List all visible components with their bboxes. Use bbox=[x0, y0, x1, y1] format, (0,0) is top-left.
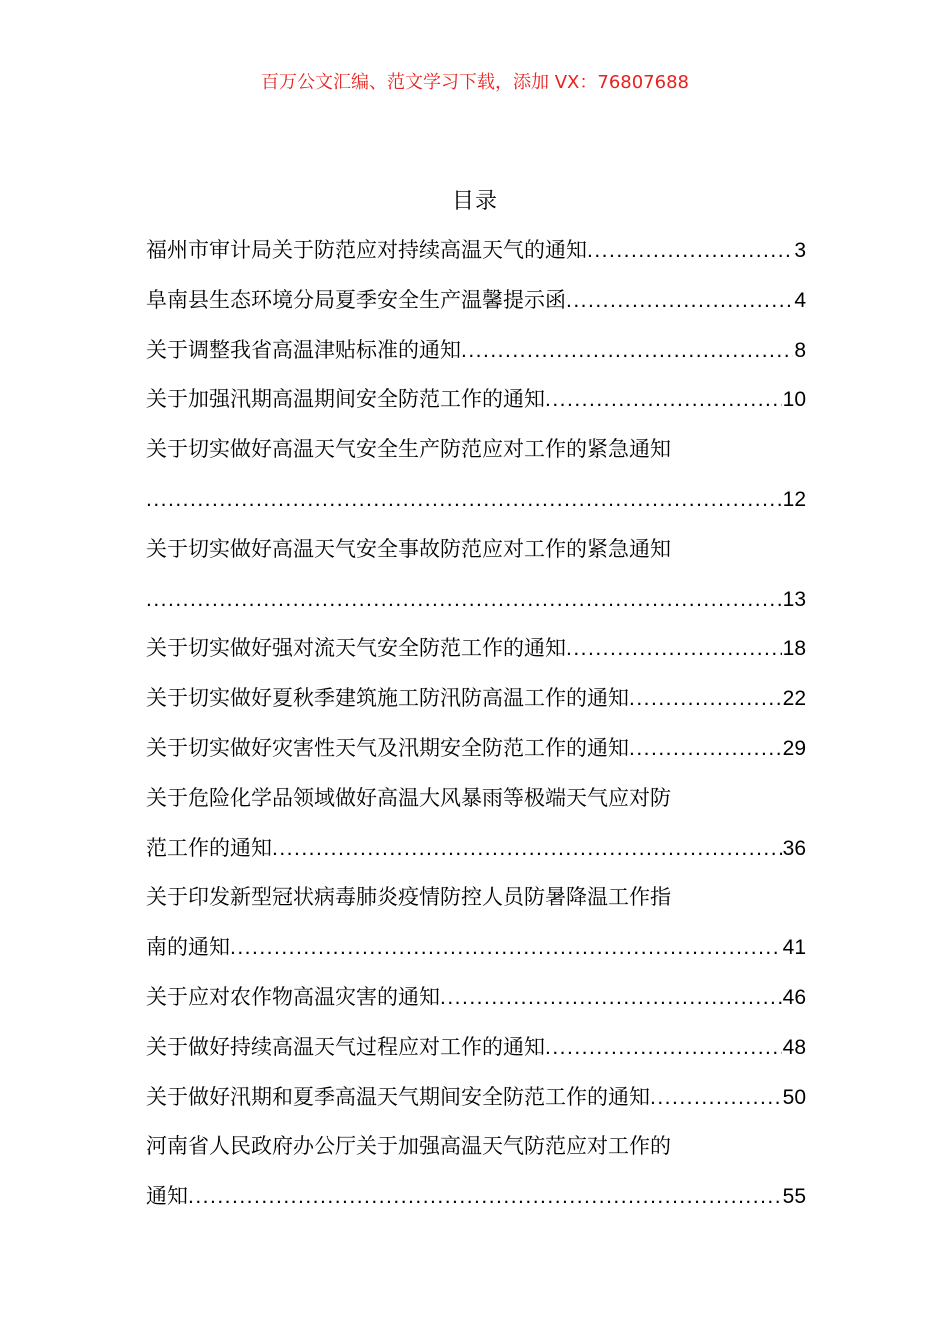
toc-entry-row bbox=[146, 475, 806, 525]
toc-entry-title-line: 关于切实做好高温天气安全事故防范应对工作的紧急通知 bbox=[146, 536, 671, 561]
toc-entry-title: 关于加强汛期高温期间安全防范工作的通知 bbox=[146, 387, 545, 412]
toc-entry-title: 关于切实做好夏秋季建筑施工防汛防高温工作的通知 bbox=[146, 686, 629, 711]
toc-entry-row bbox=[146, 824, 806, 874]
toc-dot-leader bbox=[146, 475, 782, 525]
toc-entry-row bbox=[146, 724, 806, 774]
toc-entry-row bbox=[146, 375, 806, 425]
toc-page-number: 13 bbox=[782, 587, 806, 611]
toc-dot-leader bbox=[440, 973, 782, 1023]
toc-page-number: 36 bbox=[782, 836, 806, 860]
toc-entry-row bbox=[146, 1073, 806, 1123]
toc-page-number: 55 bbox=[782, 1185, 806, 1209]
toc-dot-leader bbox=[188, 1172, 782, 1222]
toc-page-number: 8 bbox=[794, 338, 806, 362]
toc-page-number: 4 bbox=[794, 288, 806, 312]
toc-entry-title: 关于切实做好强对流天气安全防范工作的通知 bbox=[146, 636, 566, 661]
toc-entry-row bbox=[146, 1023, 806, 1073]
toc-title: 目录 bbox=[451, 189, 498, 214]
toc-entry[interactable] bbox=[146, 425, 806, 525]
toc-entry-title: 范工作的通知 bbox=[146, 835, 272, 860]
toc-entry-title-line: 关于印发新型冠状病毒肺炎疫情防控人员防暑降温工作指 bbox=[146, 885, 671, 910]
toc-page-number: 3 bbox=[794, 239, 806, 262]
toc-entry-title-line: 关于切实做好高温天气安全生产防范应对工作的紧急通知 bbox=[146, 437, 671, 462]
toc-entry[interactable] bbox=[146, 525, 806, 625]
toc-entry[interactable] bbox=[146, 375, 806, 425]
toc-entry-title: 关于切实做好灾害性天气及汛期安全防范工作的通知 bbox=[146, 735, 629, 760]
toc-entry-row bbox=[146, 226, 806, 276]
toc-entry[interactable] bbox=[146, 326, 806, 376]
toc-entry-row bbox=[146, 674, 806, 724]
toc-page-number: 46 bbox=[782, 985, 806, 1009]
toc-entry[interactable] bbox=[146, 973, 806, 1023]
toc-entry-title: 通知 bbox=[146, 1184, 188, 1209]
toc-entry-row bbox=[146, 973, 806, 1023]
toc-dot-leader bbox=[587, 226, 793, 276]
toc-dot-leader bbox=[566, 276, 793, 326]
toc-entry[interactable] bbox=[146, 624, 806, 674]
toc-entry-title: 关于做好汛期和夏季高温天气期间安全防范工作的通知 bbox=[146, 1084, 650, 1109]
toc-dot-leader bbox=[272, 824, 782, 874]
toc-dot-leader bbox=[650, 1073, 782, 1123]
toc-entry-row bbox=[146, 326, 806, 376]
toc-dot-leader bbox=[545, 1023, 782, 1073]
toc-page-number: 50 bbox=[782, 1085, 806, 1109]
toc-page-number: 22 bbox=[782, 687, 806, 711]
toc-entry-title: 南的通知 bbox=[146, 935, 230, 960]
toc-entry-title-line: 关于危险化学品领域做好高温大风暴雨等极端天气应对防 bbox=[146, 785, 671, 810]
toc-page-number: 12 bbox=[782, 487, 806, 511]
toc-entry-title: 关于应对农作物高温灾害的通知 bbox=[146, 984, 440, 1009]
toc-dot-leader bbox=[146, 575, 782, 625]
toc-dot-leader bbox=[629, 674, 782, 724]
toc-entry-title-line: 河南省人民政府办公厅关于加强高温天气防范应对工作的 bbox=[146, 1134, 671, 1159]
toc-entry[interactable] bbox=[146, 774, 806, 874]
toc-page-number: 41 bbox=[782, 936, 806, 960]
toc-entry-row bbox=[146, 624, 806, 674]
toc-page-number: 48 bbox=[782, 1035, 806, 1059]
toc-page-number: 29 bbox=[782, 736, 806, 760]
toc-entry[interactable] bbox=[146, 724, 806, 774]
toc-entry[interactable] bbox=[146, 226, 806, 276]
toc-dot-leader bbox=[629, 724, 782, 774]
toc-dot-leader bbox=[566, 624, 782, 674]
toc-entry[interactable] bbox=[146, 276, 806, 326]
toc-entry[interactable] bbox=[146, 1122, 806, 1222]
toc-entry-row bbox=[146, 923, 806, 973]
toc-entry-row bbox=[146, 276, 806, 326]
toc-dot-leader bbox=[545, 375, 782, 425]
toc-entry-title: 关于做好持续高温天气过程应对工作的通知 bbox=[146, 1034, 545, 1059]
table-of-contents bbox=[146, 226, 806, 1222]
header-watermark-text: 百万公文汇编、范文学习下载，添加 VX：76807688 bbox=[261, 72, 689, 93]
toc-entry[interactable] bbox=[146, 873, 806, 973]
toc-page-number: 18 bbox=[782, 637, 806, 661]
toc-dot-leader bbox=[230, 923, 782, 973]
toc-entry-row bbox=[146, 575, 806, 625]
toc-dot-leader bbox=[461, 326, 793, 376]
toc-entry[interactable] bbox=[146, 674, 806, 724]
toc-page-number: 10 bbox=[782, 388, 806, 412]
toc-entry-title: 关于调整我省高温津贴标准的通知 bbox=[146, 337, 461, 362]
toc-entry-title: 阜南县生态环境分局夏季安全生产温馨提示函 bbox=[146, 287, 566, 312]
toc-entry-row bbox=[146, 1172, 806, 1222]
toc-entry-title: 福州市审计局关于防范应对持续高温天气的通知 bbox=[146, 238, 587, 262]
toc-entry[interactable] bbox=[146, 1023, 806, 1073]
toc-entry[interactable] bbox=[146, 1073, 806, 1123]
